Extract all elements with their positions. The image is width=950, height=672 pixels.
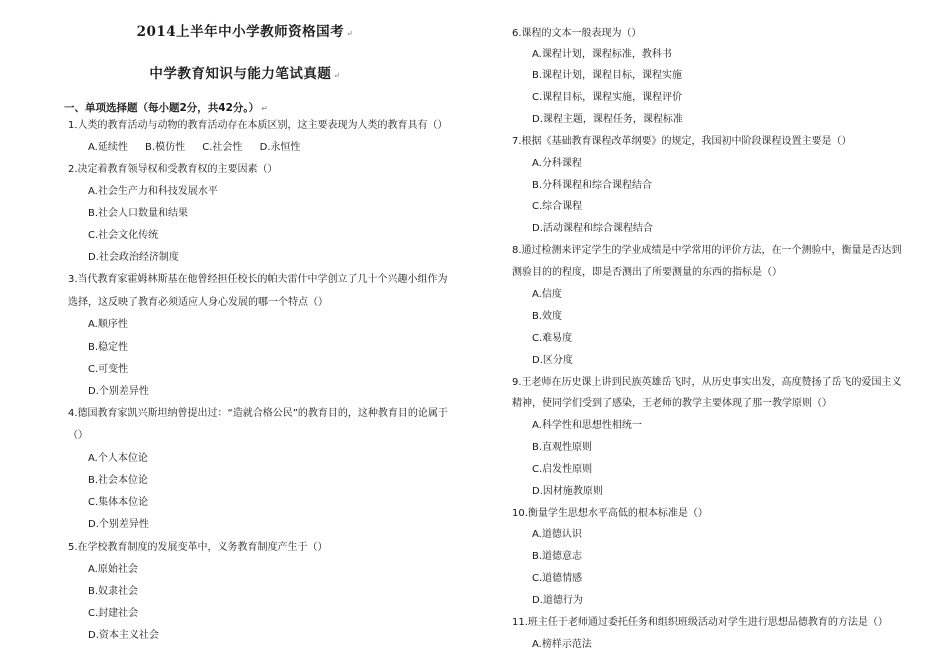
option-row [88,141,315,155]
option[interactable]: B.社会本位论 [88,475,149,486]
paragraph-mark: ↵ [333,70,341,80]
option[interactable]: B.课程计划，课程目标，课程实施 [532,70,683,81]
exam-title-text: 2014上半年中小学教师资格国考 [136,24,345,40]
paragraph-mark: ↵ [261,104,268,113]
option[interactable]: B.直观性原则 [532,442,593,453]
option[interactable]: D.区分度 [532,355,573,366]
option[interactable]: A.榜样示范法 [532,639,592,650]
question-stem: 5.在学校教育制度的发展变革中，义务教育制度产生于（） [68,542,328,553]
option[interactable]: A.社会生产力和科技发展水平 [88,186,218,197]
option[interactable]: B.稳定性 [88,342,129,353]
question-stem-continued: 精神，使同学们受到了感染，王老师的教学主要体现了那一教学原则（） [512,398,832,409]
option[interactable]: A.原始社会 [88,564,138,575]
option[interactable]: D.道德行为 [532,595,583,606]
question-stem: 11.班主任于老师通过委托任务和组织班级活动对学生进行思想品德教育的方法是（） [512,617,888,628]
option[interactable]: D.个别差异性 [88,519,149,530]
option[interactable]: C.综合课程 [532,201,583,212]
option[interactable]: A.延续性 [88,142,128,153]
option[interactable]: A.课程计划，课程标准，教科书 [532,49,672,60]
option[interactable]: C.可变性 [88,364,129,375]
option[interactable]: C.社会性 [202,142,243,153]
option[interactable]: A.道德认识 [532,529,582,540]
option[interactable]: A.顺序性 [88,319,128,330]
option[interactable]: B.道德意志 [532,551,583,562]
question-stem-continued: 测验目的的程度，即是否测出了所要测量的东西的指标是（） [512,267,782,278]
option[interactable]: A.分科课程 [532,158,582,169]
exam-title [0,20,490,40]
option[interactable]: C.集体本位论 [88,497,149,508]
question-stem: 4.德国教育家凯兴斯坦纳曾提出过：“造就合格公民”的教育目的，这种教育目的论属于 [68,408,448,419]
question-stem: 10.衡量学生思想水平高低的根本标准是（） [512,508,708,519]
option[interactable]: A.个人本位论 [88,453,148,464]
option[interactable]: C.启发性原则 [532,464,593,475]
option[interactable]: B.效度 [532,311,563,322]
question-stem: 3.当代教育家霍姆林斯基在他曾经担任校长的帕夫雷什中学创立了几十个兴趣小组作为 [68,274,448,285]
section-heading-text: 一、单项选择题（每小题2分，共42分。） [64,102,260,114]
option[interactable]: A.科学性和思想性相统一 [532,420,642,431]
option[interactable]: D.课程主题，课程任务，课程标准 [532,114,683,125]
option[interactable]: C.难易度 [532,333,573,344]
question-stem-continued: （） [68,430,88,441]
option[interactable]: B.分科课程和综合课程结合 [532,180,653,191]
question-stem: 7.根据《基础教育课程改革纲要》的规定，我国初中阶段课程设置主要是（） [512,136,852,147]
question-stem: 9.王老师在历史课上讲到民族英雄岳飞时，从历史事实出发，高度赞扬了岳飞的爱国主义 [512,377,902,388]
question-stem: 2.决定着教育领导权和受教育权的主要因素（） [68,164,278,175]
question-stem: 6.课程的文本一般表现为（） [512,28,642,39]
question-stem: 1.人类的教育活动与动物的教育活动存在本质区别，这主要表现为人类的教育具有（） [68,120,448,131]
option[interactable]: B.奴隶社会 [88,586,139,597]
option[interactable]: C.课程目标，课程实施，课程评价 [532,92,683,103]
option[interactable]: D.社会政治经济制度 [88,252,179,263]
option[interactable]: D.资本主义社会 [88,630,159,641]
question-stem: 8.通过检测来评定学生的学业成绩是中学常用的评价方法，在一个测验中，衡量是否达到 [512,245,902,256]
option[interactable]: C.封建社会 [88,608,139,619]
option[interactable]: D.活动课程和综合课程结合 [532,223,653,234]
section-heading [64,100,268,115]
option[interactable]: B.社会人口数量和结果 [88,208,189,219]
option[interactable]: C.社会文化传统 [88,230,159,241]
option[interactable]: B.模仿性 [145,142,186,153]
option[interactable]: A.信度 [532,289,562,300]
option[interactable]: C.道德情感 [532,573,583,584]
exam-subtitle-text: 中学教育知识与能力笔试真题 [149,66,332,82]
option[interactable]: D.个别差异性 [88,386,149,397]
option[interactable]: D.因材施教原则 [532,486,603,497]
paragraph-mark: ↵ [346,28,354,38]
question-stem-continued: 选择，这反映了教育必须适应人身心发展的哪一个特点（） [68,297,328,308]
option[interactable]: D.永恒性 [259,142,301,153]
exam-subtitle [0,62,490,82]
